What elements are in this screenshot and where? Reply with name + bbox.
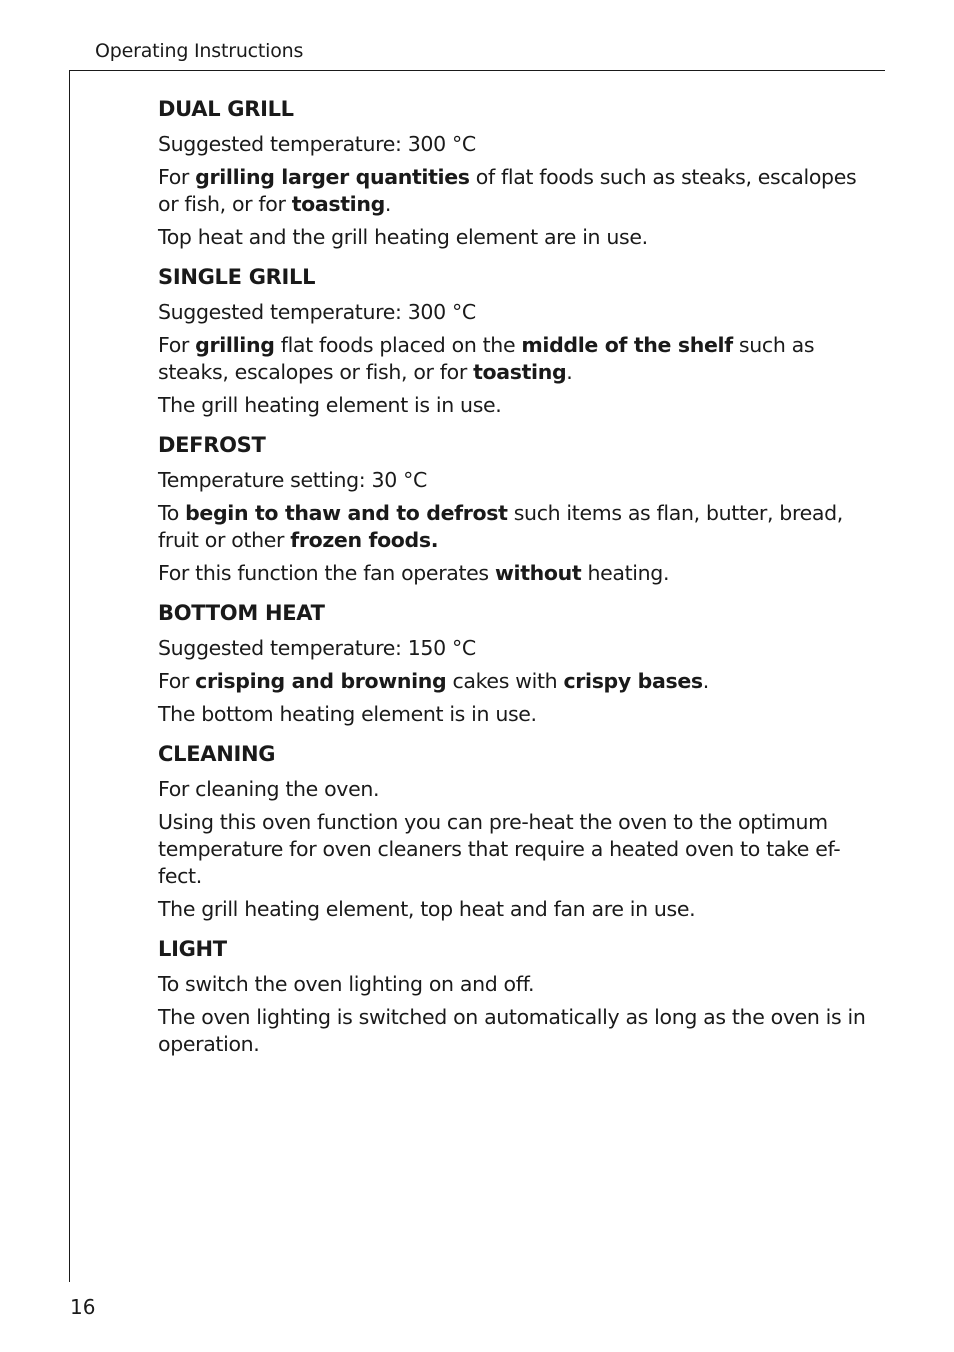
section-cleaning xyxy=(158,739,868,923)
usage-paragraph: For grilling flat foods placed on the middle of the shelf such as steaks, escalopes or fish, or for toasting. xyxy=(158,333,815,384)
element-paragraph: For this function the fan operates without heating. xyxy=(158,561,670,585)
section-bottom-heat xyxy=(158,598,868,728)
section-heading: LIGHT xyxy=(158,937,227,961)
margin-rule xyxy=(69,70,70,1282)
usage-paragraph: For grilling larger quantities of flat foods such as steaks, escalopes or fish, or for toasting. xyxy=(158,165,857,216)
temperature-line: Suggested temperature: 300 °C xyxy=(158,132,476,156)
usage-paragraph: To begin to thaw and to defrost such items as flan, butter, bread, fruit or other frozen foods. xyxy=(158,501,843,552)
usage-paragraph: The oven lighting is switched on automatically as long as the oven is in operation. xyxy=(158,1005,866,1056)
section-heading: DEFROST xyxy=(158,433,266,457)
section-heading: CLEANING xyxy=(158,742,276,766)
section-single-grill xyxy=(158,262,868,419)
element-paragraph: Top heat and the grill heating element are in use. xyxy=(158,225,648,249)
temperature-line: Temperature setting: 30 °C xyxy=(158,468,427,492)
header-rule xyxy=(69,70,885,71)
section-heading: DUAL GRILL xyxy=(158,97,294,121)
section-heading: BOTTOM HEAT xyxy=(158,601,325,625)
element-paragraph: The bottom heating element is in use. xyxy=(158,702,537,726)
element-paragraph: The grill heating element is in use. xyxy=(158,393,502,417)
temperature-line: Suggested temperature: 300 °C xyxy=(158,300,476,324)
section-light xyxy=(158,934,868,1058)
section-heading: SINGLE GRILL xyxy=(158,265,316,289)
usage-paragraph: For crisping and browning cakes with crispy bases. xyxy=(158,669,709,693)
page-content xyxy=(158,94,868,1058)
element-paragraph: The grill heating element, top heat and fan are in use. xyxy=(158,897,696,921)
purpose-line: To switch the oven lighting on and off. xyxy=(158,972,535,996)
purpose-line: For cleaning the oven. xyxy=(158,777,380,801)
section-dual-grill xyxy=(158,94,868,251)
temperature-line: Suggested temperature: 150 °C xyxy=(158,636,476,660)
running-header: Operating Instructions xyxy=(95,40,304,62)
usage-paragraph: Using this oven function you can pre-heat the oven to the optimum temperature for oven cleaners that require a heated oven to take ef-fect. xyxy=(158,810,841,888)
page-number: 16 xyxy=(70,1295,96,1319)
section-defrost xyxy=(158,430,868,587)
